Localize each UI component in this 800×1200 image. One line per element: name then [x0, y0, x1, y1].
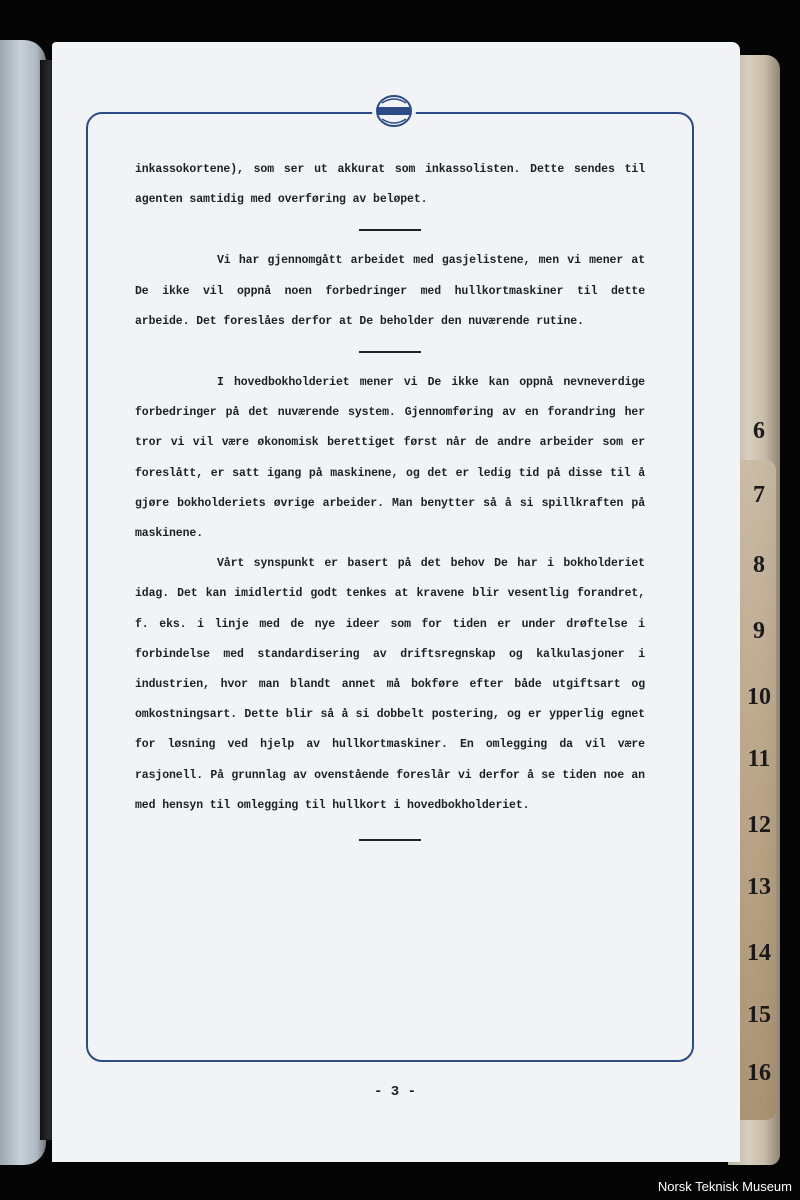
separator-line [359, 351, 421, 353]
separator-line [359, 229, 421, 231]
museum-credit: Norsk Teknisk Museum [657, 1179, 792, 1194]
index-tab-6[interactable]: 6 [753, 418, 765, 444]
page-number: - 3 - [373, 1084, 416, 1100]
index-tab-15[interactable]: 15 [747, 1002, 771, 1028]
ibm-logo [372, 92, 416, 130]
paragraph-3: I hovedbokholderiet mener vi De ikke kan oppnå nevneverdige forbedringer på det nuværende system. Gjennomføring av en forandring her tror vi vil være økonomisk berettiget først når de andre arbeider som er foreslått, er satt igang på maskinene, og det er ledig tid på disse til å gjøre bokholderiets øvrige arbeider. Man benytter så å si spillkraften på maskinene. [135, 376, 645, 541]
index-tab-16[interactable]: 16 [747, 1060, 771, 1086]
paragraph-4: Vårt synspunkt er basert på det behov De har i bokholderiet idag. Det kan imidlertid godt tenkes at kravene blir vesentlig forandret, f. eks. i linje med de nye ideer som for tiden er under drøftelse i forbindelse med standardisering av driftsregnskap og kalkulasjoner i industrien, hvor man blandt annet må bokføre efter både utgiftsart og omkostningsart. Dette blir så å si dobbelt postering, og er ypperlig egnet for løsning ved hjelp av hullkortmaskiner. En omlegging da vil være rasjonell. På grunnlag av ovenstående foreslår vi derfor å se tiden noe an med hensyn til omlegging til hullkort i hovedbokholderiet. [135, 557, 645, 812]
paragraph-1: inkassokortene), som ser ut akkurat som inkassolisten. Dette sendes til agenten samtidig med overføring av beløpet. [135, 163, 645, 207]
index-tab-9[interactable]: 9 [753, 618, 765, 644]
document-body [135, 155, 645, 863]
index-tab-7[interactable]: 7 [753, 482, 765, 508]
index-tab-11[interactable]: 11 [747, 746, 771, 772]
index-tab-13[interactable]: 13 [747, 874, 771, 900]
separator-line [359, 839, 421, 841]
ibm-globe-icon [374, 93, 414, 129]
index-tab-14[interactable]: 14 [747, 940, 771, 966]
paragraph-2: Vi har gjennomgått arbeidet med gasjelistene, men vi mener at De ikke vil oppnå noen forbedringer med hullkortmaskiner til dette arbeide. Det foreslåes derfor at De beholder den nuværende rutine. [135, 254, 645, 328]
index-tab-10[interactable]: 10 [747, 684, 771, 710]
index-tab-8[interactable]: 8 [753, 552, 765, 578]
index-tab-12[interactable]: 12 [747, 812, 771, 838]
